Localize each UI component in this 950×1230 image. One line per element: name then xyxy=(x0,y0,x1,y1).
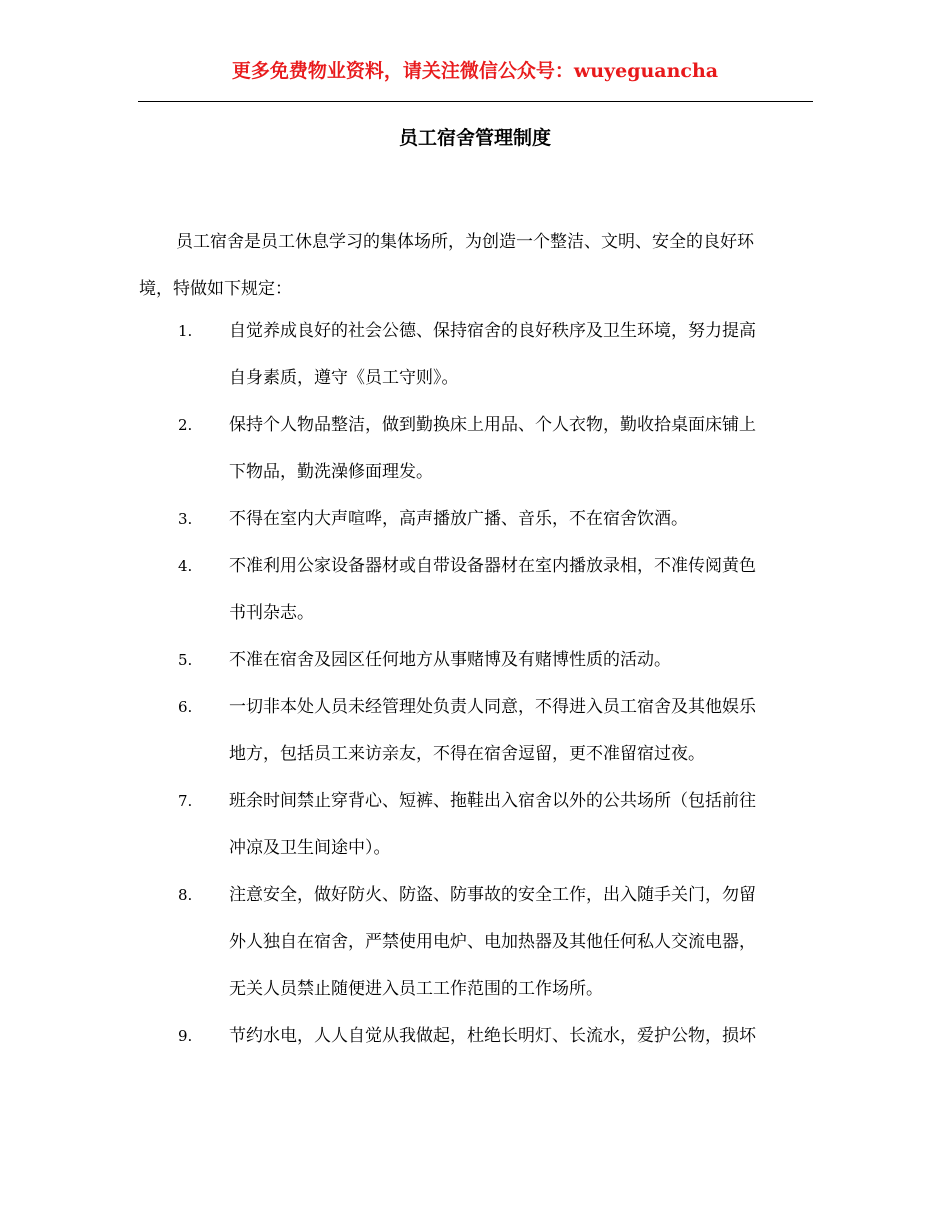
intro-line: 境，特做如下规定： xyxy=(139,279,292,299)
intro-paragraph xyxy=(139,219,819,313)
header-divider xyxy=(138,101,813,102)
rule-line: 注意安全，做好防火、防盗、防事故的安全工作，出入随手关门，勿留 xyxy=(229,885,756,905)
rule-item xyxy=(178,684,818,778)
rule-item xyxy=(178,872,818,1013)
document-title: 员工宿舍管理制度 xyxy=(398,127,551,149)
promo-banner: 更多免费物业资料，请关注微信公众号：wuyeguancha xyxy=(231,60,719,82)
rule-line: 一切非本处人员未经管理处负责人同意，不得进入员工宿舍及其他娱乐 xyxy=(229,697,756,717)
rule-number: 7. xyxy=(178,792,193,810)
rule-line: 不准在宿舍及园区任何地方从事赌博及有赌博性质的活动。 xyxy=(229,650,671,670)
rule-line: 节约水电，人人自觉从我做起，杜绝长明灯、长流水，爱护公物，损坏 xyxy=(229,1026,756,1046)
rule-number: 8. xyxy=(178,886,193,904)
rule-item xyxy=(178,1013,818,1060)
rule-item xyxy=(178,308,818,402)
rule-number: 3. xyxy=(178,510,193,528)
rule-item xyxy=(178,543,818,637)
rule-number: 1. xyxy=(178,322,193,340)
rule-number: 4. xyxy=(178,557,193,575)
rule-line: 书刊杂志。 xyxy=(229,603,314,623)
rule-line: 下物品，勤洗澡修面理发。 xyxy=(229,462,433,482)
rule-line: 无关人员禁止随便进入员工工作范围的工作场所。 xyxy=(229,979,603,999)
rule-number: 2. xyxy=(178,416,193,434)
rule-line: 地方，包括员工来访亲友，不得在宿舍逗留，更不准留宿过夜。 xyxy=(229,744,705,764)
rule-line: 保持个人物品整洁，做到勤换床上用品、个人衣物，勤收拾桌面床铺上 xyxy=(229,415,756,435)
rule-item xyxy=(178,402,818,496)
rule-line: 自身素质，遵守《员工守则》。 xyxy=(229,368,459,388)
rule-line: 冲凉及卫生间途中）。 xyxy=(229,838,391,858)
rule-line: 不准利用公家设备器材或自带设备器材在室内播放录相，不准传阅黄色 xyxy=(229,556,756,576)
rule-item xyxy=(178,778,818,872)
rule-number: 5. xyxy=(178,651,193,669)
rule-item xyxy=(178,637,818,684)
rule-line: 不得在室内大声喧哗，高声播放广播、音乐，不在宿舍饮酒。 xyxy=(229,509,688,529)
rule-item xyxy=(178,496,818,543)
rule-number: 9. xyxy=(178,1027,193,1045)
intro-line: 员工宿舍是员工休息学习的集体场所，为创造一个整洁、文明、安全的良好环 xyxy=(176,232,754,252)
rule-line: 外人独自在宿舍，严禁使用电炉、电加热器及其他任何私人交流电器， xyxy=(229,932,756,952)
rules-list xyxy=(178,308,818,1060)
rule-line: 班余时间禁止穿背心、短裤、拖鞋出入宿舍以外的公共场所（包括前往 xyxy=(229,791,756,811)
rule-line: 自觉养成良好的社会公德、保持宿舍的良好秩序及卫生环境，努力提高 xyxy=(229,321,756,341)
rule-number: 6. xyxy=(178,698,193,716)
